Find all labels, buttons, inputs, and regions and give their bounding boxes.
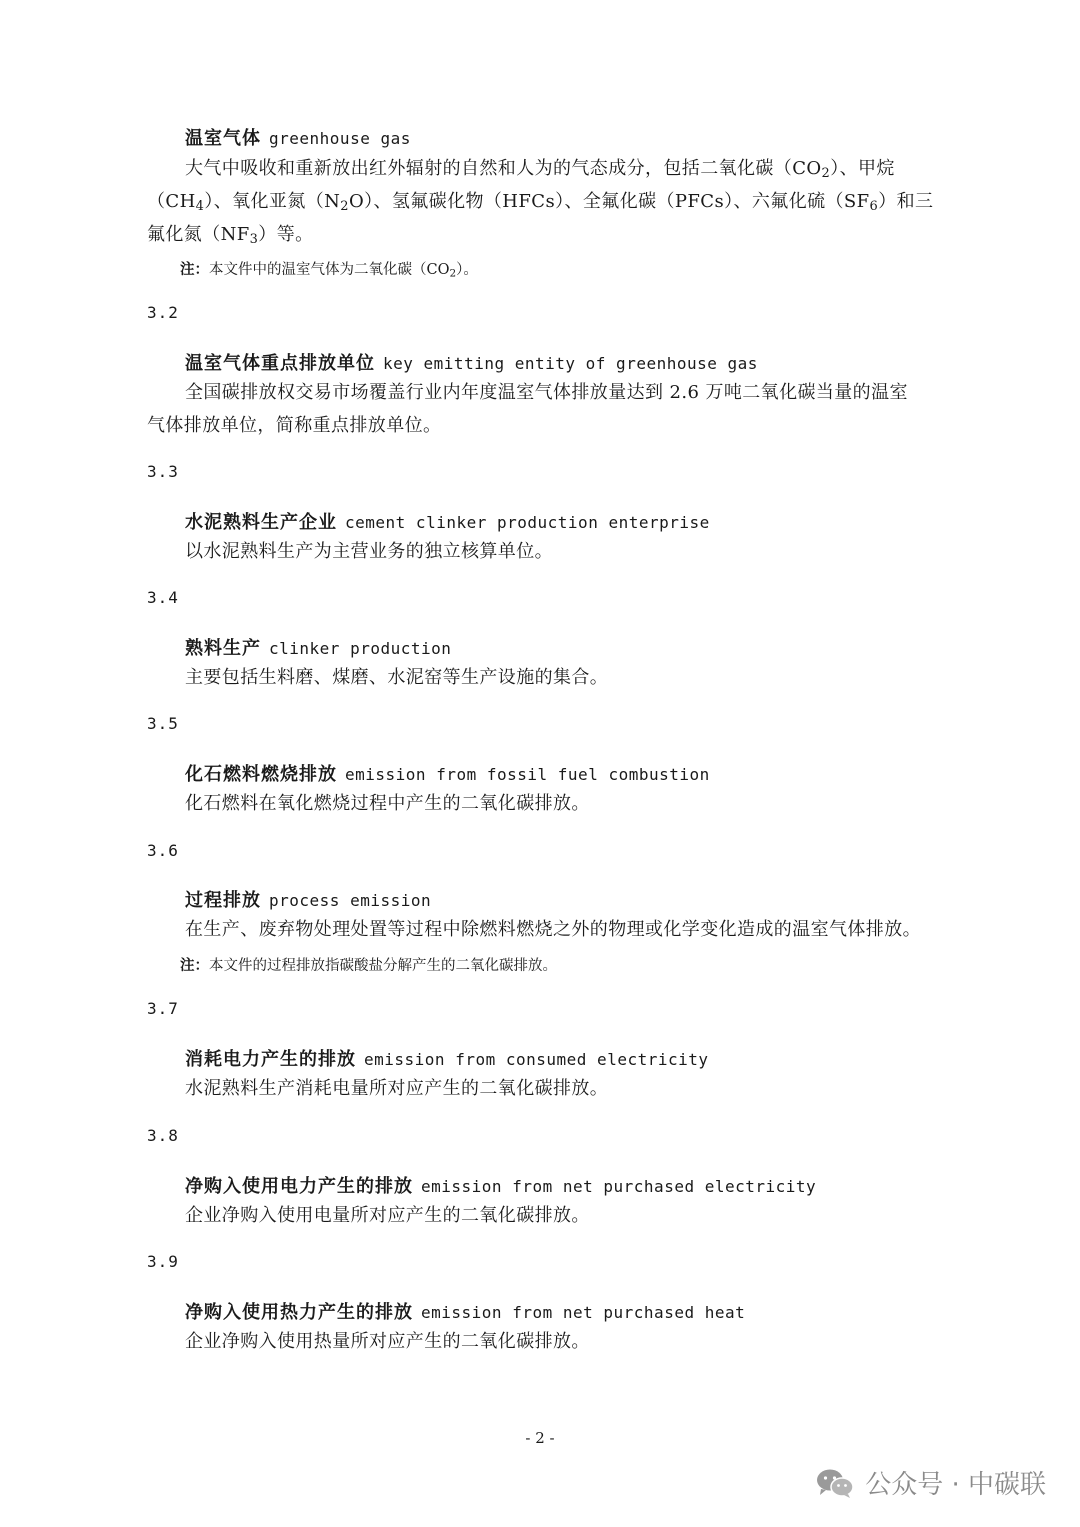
- section-number: 3.8: [147, 1126, 179, 1145]
- definition-line: 企业净购入使用热量所对应产生的二氧化碳排放。: [185, 1331, 590, 1352]
- definition-line: 主要包括生料磨、煤磨、水泥窑等生产设施的集合。: [185, 667, 609, 688]
- term-en: emission from net purchased electricity: [421, 1177, 817, 1196]
- note-label: 注：: [180, 958, 209, 974]
- subscript: 2: [449, 267, 457, 280]
- term-en: cement clinker production enterprise: [345, 513, 710, 532]
- term-en: clinker production: [269, 639, 452, 658]
- definition-line: 企业净购入使用电量所对应产生的二氧化碳排放。: [185, 1205, 590, 1226]
- definition-line: 化石燃料在氧化燃烧过程中产生的二氧化碳排放。: [185, 793, 590, 814]
- def-text: ）等。: [258, 224, 314, 245]
- term-en: emission from fossil fuel combustion: [345, 765, 710, 784]
- term-heading: [185, 634, 451, 660]
- note-text: 本文件的过程排放指碳酸盐分解产生的二氧化碳排放。: [209, 958, 557, 974]
- term-cn: 净购入使用电力产生的排放: [185, 1176, 413, 1197]
- subscript: 6: [869, 199, 879, 215]
- section-number: 3.5: [147, 714, 179, 733]
- term-en: greenhouse gas: [269, 129, 411, 148]
- subscript: 2: [340, 199, 349, 215]
- section-number: 3.3: [147, 462, 179, 481]
- def-text: 氟化氮（NF: [147, 224, 250, 245]
- definition-line: 以水泥熟料生产为主营业务的独立核算单位。: [185, 541, 553, 562]
- term-heading: [185, 1172, 816, 1198]
- subscript: 4: [195, 199, 205, 215]
- term-cn: 温室气体: [185, 128, 261, 149]
- term-en: emission from consumed electricity: [364, 1050, 709, 1069]
- note: [180, 954, 557, 975]
- term-heading: [185, 760, 710, 786]
- def-text: 大气中吸收和重新放出红外辐射的自然和人为的气态成分，包括二氧化碳（CO: [185, 158, 822, 179]
- definition-line: 气体排放单位，简称重点排放单位。: [147, 415, 442, 436]
- term-heading: [185, 508, 710, 534]
- def-text: ）、氧化亚氮（N: [204, 191, 341, 212]
- term-heading: [185, 1298, 745, 1324]
- term-cn: 化石燃料燃烧排放: [185, 764, 337, 785]
- note-label: 注：: [180, 262, 209, 278]
- note: [180, 258, 478, 280]
- term-heading: [185, 349, 758, 375]
- term-heading: [185, 1045, 709, 1071]
- definition-line: 在生产、废弃物处理处置等过程中除燃料燃烧之外的物理或化学变化造成的温室气体排放。: [185, 919, 921, 940]
- section-number: 3.2: [147, 303, 179, 322]
- term-heading: [185, 124, 411, 150]
- def-text: ）和三: [878, 191, 934, 212]
- section-number: 3.7: [147, 999, 179, 1018]
- definition-line: 水泥熟料生产消耗电量所对应产生的二氧化碳排放。: [185, 1078, 609, 1099]
- note-text: 本文件中的温室气体为二氧化碳（CO: [209, 262, 450, 278]
- definition-line: [147, 218, 314, 256]
- term-cn: 过程排放: [185, 890, 261, 911]
- section-number: 3.6: [147, 841, 179, 860]
- def-text: O）、氢氟碳化物（HFCs）、全氟化碳（PFCs）、六氟化硫（SF: [348, 191, 870, 212]
- term-cn: 熟料生产: [185, 638, 261, 659]
- term-en: key emitting entity of greenhouse gas: [383, 354, 758, 373]
- term-cn: 水泥熟料生产企业: [185, 512, 337, 533]
- subscript: 3: [249, 232, 259, 248]
- watermark: [815, 1464, 1046, 1501]
- def-text: ）、甲烷: [830, 158, 895, 179]
- term-cn: 净购入使用热力产生的排放: [185, 1302, 413, 1323]
- note-text: ）。: [456, 262, 478, 278]
- section-number: 3.4: [147, 588, 179, 607]
- section-number: 3.9: [147, 1252, 179, 1271]
- def-text: （CH: [147, 191, 196, 212]
- term-heading: [185, 886, 431, 912]
- term-en: process emission: [269, 891, 432, 910]
- subscript: 2: [821, 166, 831, 182]
- page-number: - 2 -: [525, 1429, 555, 1447]
- term-en: emission from net purchased heat: [421, 1303, 746, 1322]
- watermark-text: 公众号 · 中碳联: [865, 1470, 1046, 1500]
- term-cn: 消耗电力产生的排放: [185, 1049, 356, 1070]
- wechat-icon: [815, 1467, 855, 1499]
- term-cn: 温室气体重点排放单位: [185, 353, 375, 374]
- definition-line: 全国碳排放权交易市场覆盖行业内年度温室气体排放量达到 2.6 万吨二氧化碳当量的温室: [185, 382, 908, 403]
